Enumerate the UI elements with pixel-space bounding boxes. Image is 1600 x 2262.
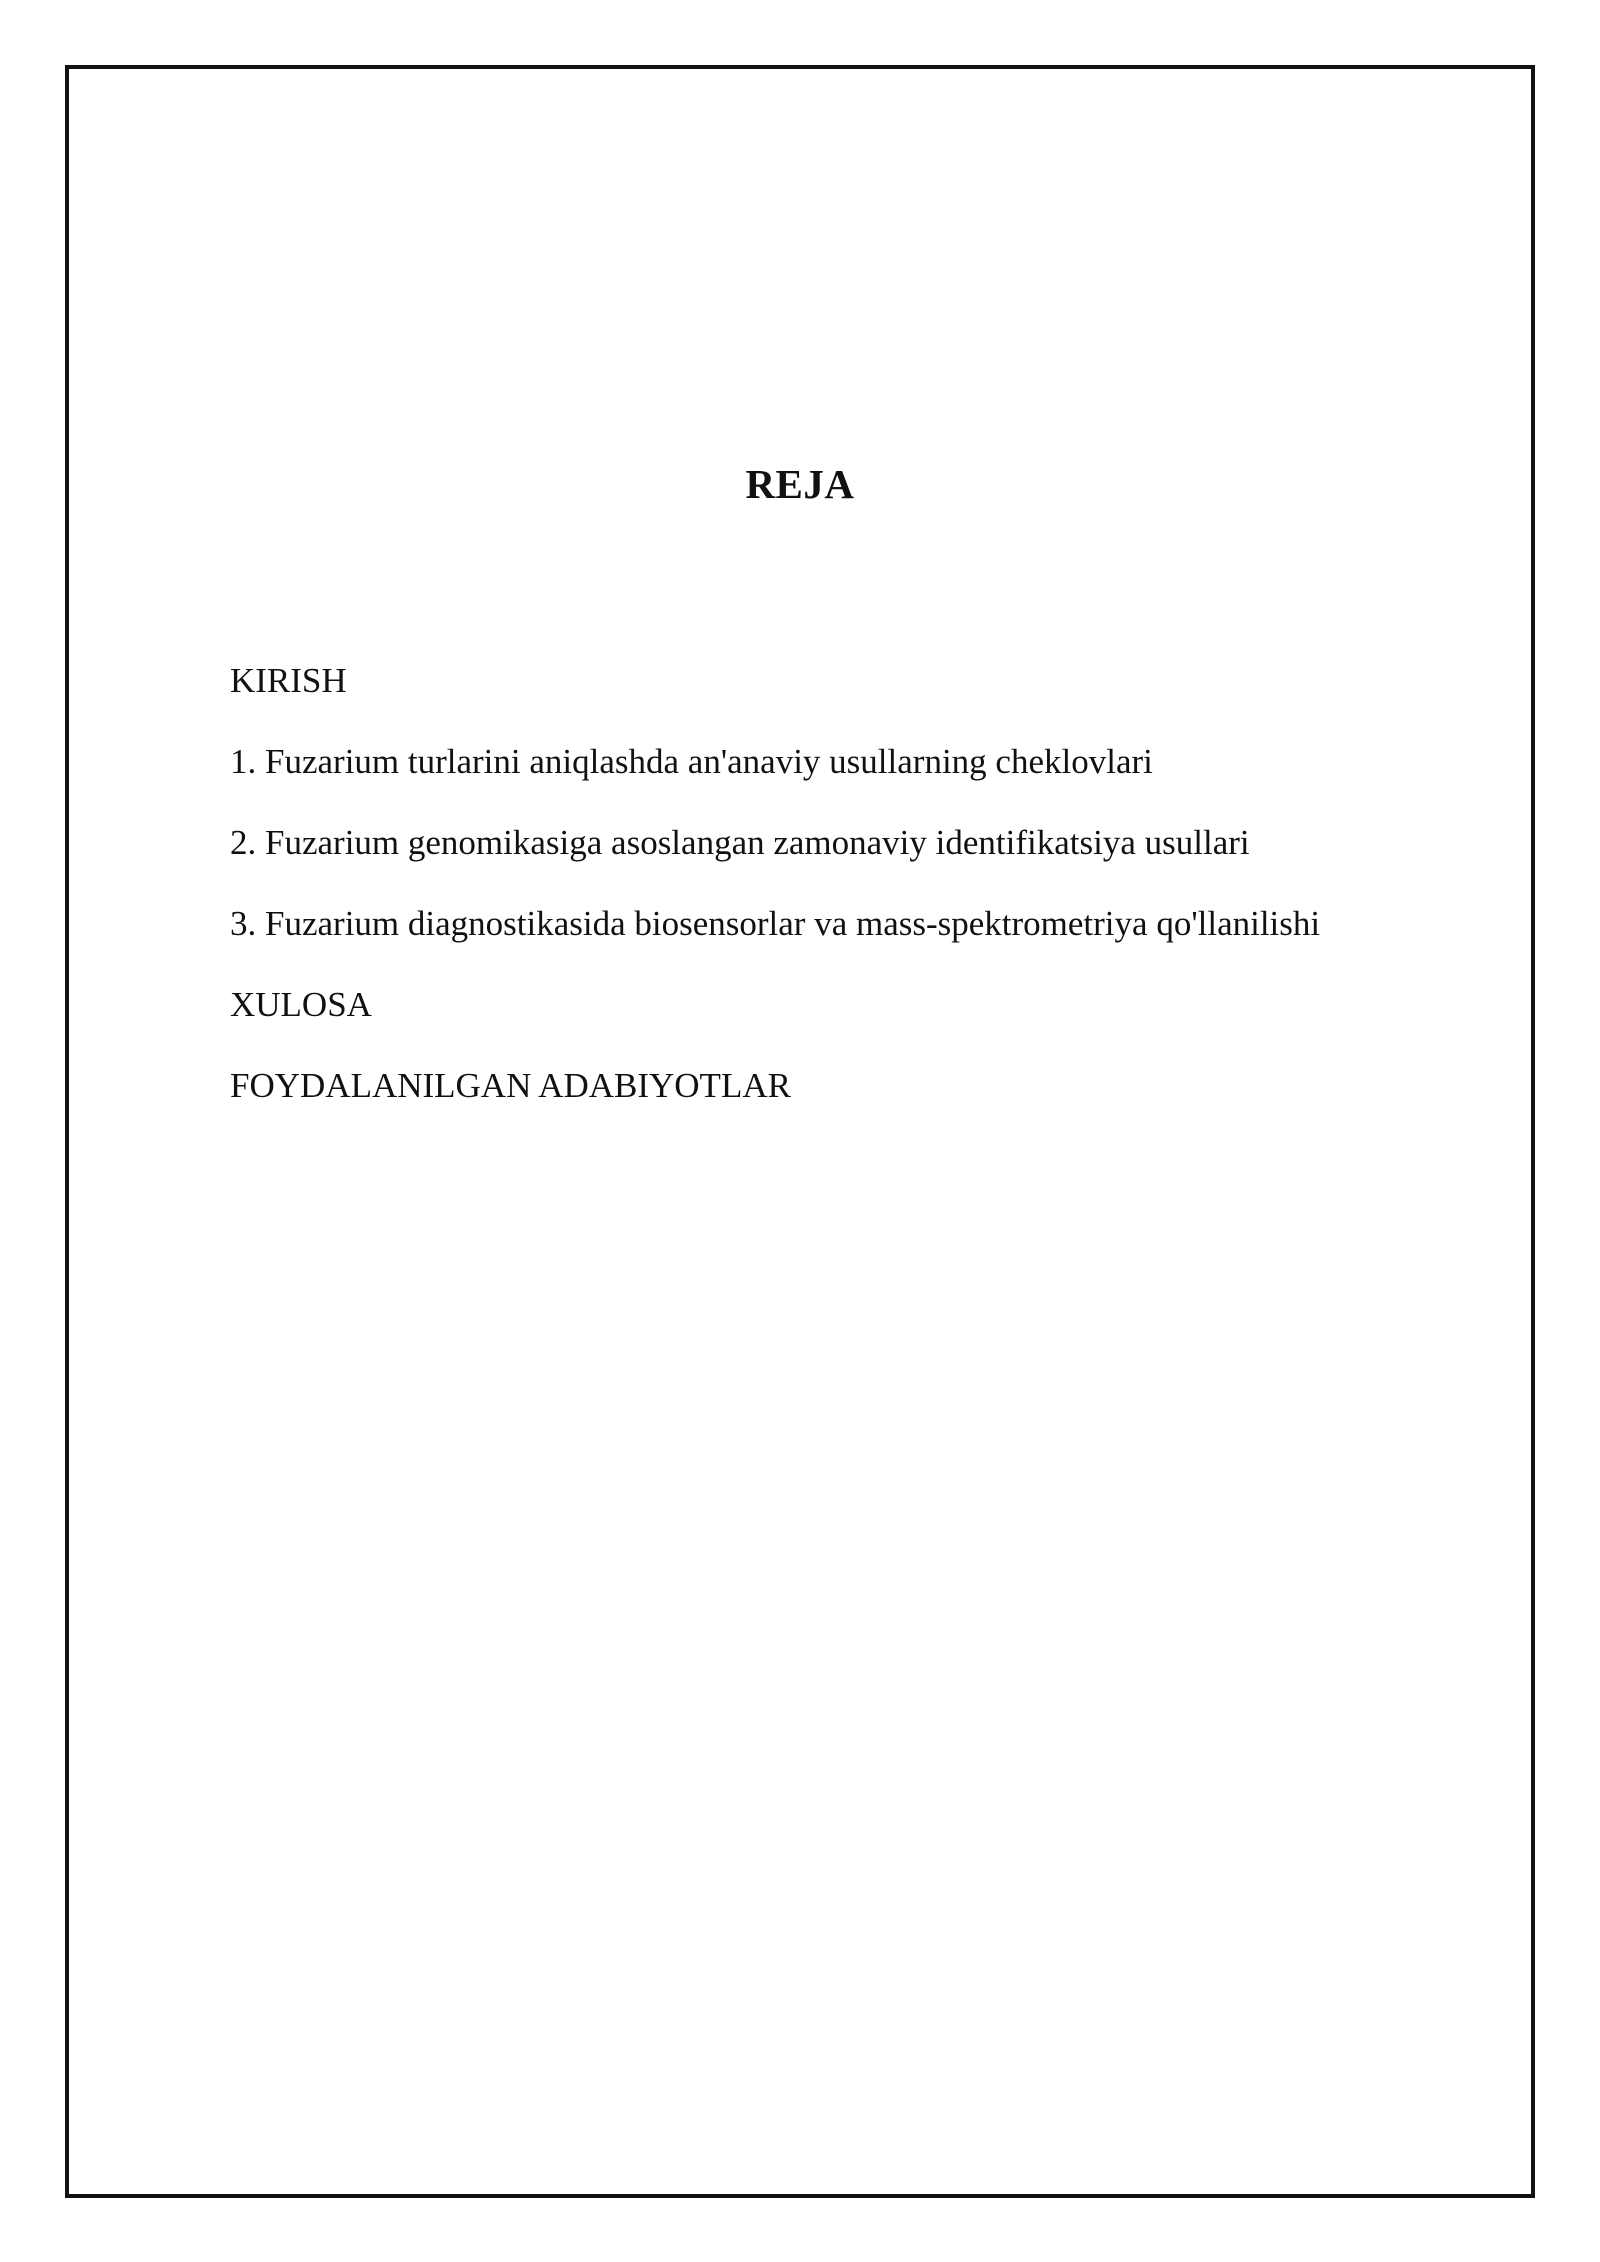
toc-item-introduction: KIRISH [230,661,347,700]
toc-item-references: FOYDALANILGAN ADABIYOTLAR [230,1066,791,1105]
toc-item-conclusion: XULOSA [230,985,372,1024]
toc-item-chapter-2: 2. Fuzarium genomikasiga asoslangan zamonaviy identifikatsiya usullari [230,823,1250,862]
toc-item-chapter-1: 1. Fuzarium turlarini aniqlashda an'anaviy usullarning cheklovlari [230,742,1153,781]
page-border [65,65,1535,2198]
toc-item-chapter-3: 3. Fuzarium diagnostikasida biosensorlar va mass-spektrometriya qo'llanilishi [230,904,1321,943]
table-of-contents [230,640,1320,1126]
page-title: REJA [745,461,855,507]
